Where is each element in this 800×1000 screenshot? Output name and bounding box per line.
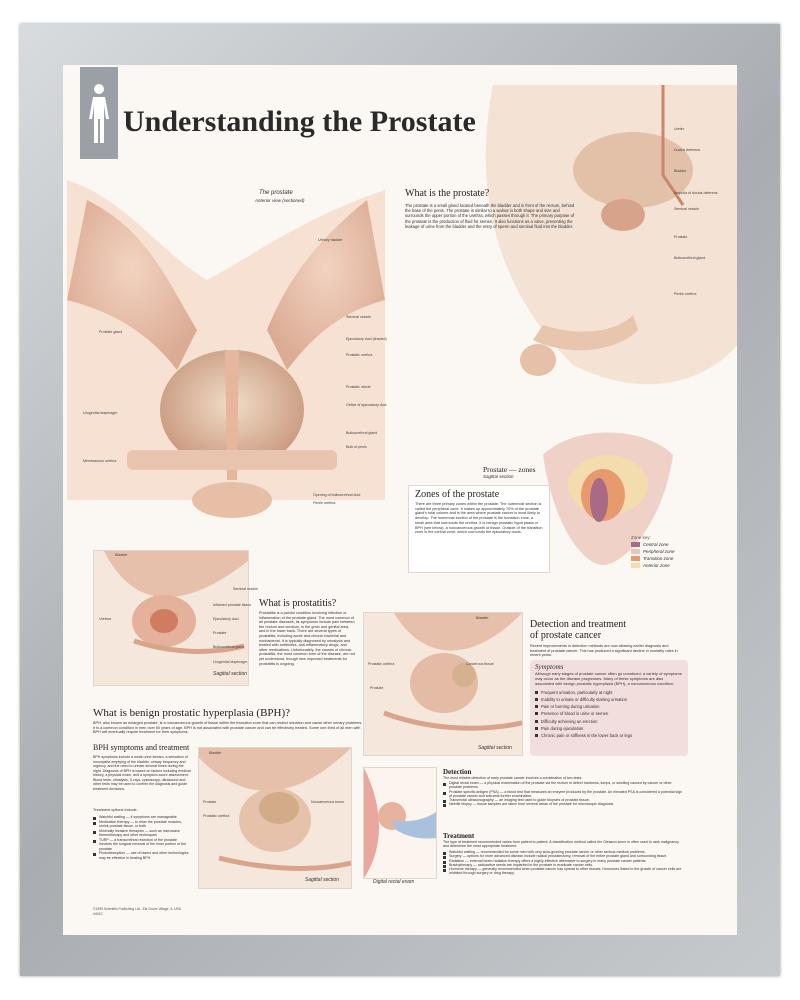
copyright: ©1999 Scientific Publishing Ltd., Elk Grove Village, IL USA	[93, 907, 182, 911]
zone-key-item	[631, 542, 701, 547]
label: Noncancerous tumor	[311, 800, 345, 804]
zones-heading: Zones of the prostate	[415, 489, 500, 500]
prostatitis-caption: Sagittal section	[213, 671, 247, 677]
zone-label: Anterior zone	[643, 563, 670, 568]
zone-label: Transition zone	[643, 556, 674, 561]
detection-intro: The most reliable detection of early prostate cancer involves a combination of two tests:	[443, 776, 583, 780]
list-item: TURP — a transurethral resection of the prostate involves the surgical removal of the inner portion of the prostate	[93, 838, 191, 852]
list-item: Presence of blood in urine or semen	[535, 710, 683, 717]
label: Opening of bulbourethral duct	[313, 493, 361, 497]
label: Membranous urethra	[83, 459, 117, 463]
bph-treat-intro: Treatment options include:	[93, 808, 138, 812]
label: Prostatic urethra	[368, 662, 395, 666]
label: Prostatic urethra	[346, 353, 373, 357]
label: Prostate	[674, 235, 688, 239]
label: Prostate	[203, 800, 217, 804]
label: Ureter	[674, 127, 684, 131]
label: Urethra	[99, 617, 111, 621]
zone-swatch	[631, 549, 640, 554]
main-caption: The prostate	[259, 190, 293, 196]
label: Prostatic utricle	[346, 385, 371, 389]
label: Urogenital diaphragm	[213, 660, 248, 664]
bph-sym-heading: BPH symptoms and treatment	[93, 743, 190, 752]
bph-caption: Sagittal section	[305, 877, 339, 883]
label: Seminal vesicle	[346, 315, 371, 319]
zone-key-title: Zone key:	[631, 535, 651, 540]
symptoms-list	[535, 689, 683, 739]
cancer-illustration-art	[364, 613, 522, 755]
list-item: Chronic pain or stiffness in the lower back or legs	[535, 732, 683, 739]
treatment-list	[443, 850, 685, 876]
list-item: Watchful waiting — recommended for some men with very slow-growing prostate cancer or other serious medical problems.	[443, 850, 685, 854]
cancer-heading-2: of prostate cancer	[530, 630, 602, 641]
zone-label: Peripheral zone	[643, 549, 675, 554]
list-item: Hormone therapy — generally recommended when prostate cancer has spread to other tissues. Hormones linked to the growth of cancer cells are inhibited through surgery or drug therapy.	[443, 867, 685, 876]
prostatitis-text: Prostatitis is a painful condition involving infection or inflammation of the prostate gland. The most common of all prostate diseases, its symptoms include pain between the rectum and scrotum, in the groin and genital area, and in the lower back. There are several types of prostatitis, including acute and chronic bacterial and nonbacterial. It is typically diagnosed by urinalysis and treated with antibiotics, anti-inflammatory drugs, and other medications. Unfortunately, the causes of chronic prostatitis, the most common form of the disease, are not yet understood, though new improved treatments for prostatitis is ongoing.	[259, 611, 355, 666]
poster	[63, 65, 737, 935]
label: Prostate	[213, 631, 227, 635]
label: Ejaculatory duct	[213, 617, 239, 621]
treatment-intro: The type of treatment recommended varies from patient to patient. A classification method called the Gleason score is often used to rank malignancy and determine the most appropriate treatment.	[443, 840, 679, 849]
zones-text: There are three primary zones within the prostate. The outermost section is called the peripheral zone. It makes up approximately 70% of the prostate gland's total volume and is the area where prostate cancer is most likely to develop. The innermost section of the prostate is the transition zone, a small area that surrounds the urethra. It is benign prostatic hyperplasia or BPH (see below), a noncancerous growth of tissue. Outside of the transition zone is the central zone, which surrounds the ejaculatory ducts.	[415, 502, 543, 535]
detection-list	[443, 781, 685, 807]
detection-heading: Detection	[443, 768, 472, 776]
dre-caption: Digital rectal exam	[373, 879, 415, 885]
what-is-heading: What is the prostate?	[405, 188, 490, 199]
human-figure-icon	[80, 67, 118, 159]
zones-subcaption: Sagittal section	[483, 474, 514, 479]
symptoms-intro: Although early stages of prostate cancer often go unnoticed, a variety of symptoms may occur as the disease progresses. Many of these symptoms are also associated with benign prostatic hyperplasia (BPH), a noncancerous condition.	[535, 671, 682, 686]
label: Bladder	[674, 169, 687, 173]
list-item: Difficulty achieving an erection	[535, 718, 683, 725]
list-item: Minimally invasive therapies — such as microwave thermotherapy and other techniques	[93, 829, 191, 838]
what-is-text: The prostate is a small gland located beneath the bladder and in front of the rectum, behind the base of the penis. The prostate is similar to a walnut in both shape and size and surrounds the upper portion of the urethra, which passes through it. The primary purpose of the prostate is the production of fluid for semen. It also functions as a valve, preventing the leakage of urine from the bladder and the entry of sperm and seminal fluid into the bladder.	[405, 203, 575, 229]
label: Ejaculatory duct (shaded)	[346, 337, 387, 341]
label: Seminal vesicle	[674, 207, 699, 211]
symptoms-box	[530, 660, 688, 756]
list-item: Watchful waiting — if symptoms are manageable	[93, 815, 191, 820]
anterior-prostate-illustration	[67, 160, 385, 525]
body-icon-banner	[80, 67, 118, 159]
page-title: Understanding the Prostate	[123, 105, 476, 138]
zones-box	[408, 485, 550, 573]
label: Penile urethra	[313, 501, 336, 505]
label: Bulbourethral gland	[346, 431, 378, 435]
prostatitis-heading: What is prostatitis?	[259, 598, 337, 609]
zone-swatch	[631, 542, 640, 547]
zone-key-item	[631, 563, 701, 568]
list-item: Digital rectal exam — a physical examination of the prostate via the rectum to detect hardness, lumps, or swelling caused by cancer or other prostate problems.	[443, 781, 685, 790]
label: Cancerous tissue	[466, 662, 494, 666]
cancer-illustration	[363, 612, 523, 756]
label: Prostate gland	[99, 330, 123, 334]
label: Urogenital diaphragm	[83, 411, 118, 415]
list-item: Medication therapy — to relax the prostate muscles, shrink prostate tissue, or both	[93, 820, 191, 829]
zones-caption: Prostate — zones	[483, 465, 536, 474]
bph-heading: What is benign prostatic hyperplasia (BPH)?	[93, 707, 291, 719]
label: Bulb of penis	[346, 445, 367, 449]
zone-key-item	[631, 549, 701, 554]
list-item: Transrectal ultrasonography — an imaging test used to guide biopsies of prostate tissue.	[443, 798, 685, 802]
zone-swatch	[631, 556, 640, 561]
label: Urinary bladder	[318, 238, 343, 242]
label: Inflamed prostate tissue	[213, 603, 252, 607]
bph-illustration-art	[199, 748, 351, 888]
bph-treatment-list	[93, 815, 191, 860]
treatment-heading: Treatment	[443, 832, 475, 840]
list-item: Brachytherapy — radioactive seeds are implanted in the prostate to eradicate cancer cells.	[443, 863, 685, 867]
label: Seminal vesicle	[233, 587, 258, 591]
cancer-heading-1: Detection and treatment	[530, 619, 627, 630]
label: Prostatic urethra	[203, 814, 230, 818]
bph-text: BPH, also known as enlarged prostate, is a noncancerous growth of tissue within the transition zone that can restrict urination and cause other urinary problems. It is a common condition in men over 50 years of age. BPH is not associated with prostate cancer and can be effectively treated. Some one-third of all men with BPH will eventually require treatment for their symptoms.	[93, 721, 363, 735]
product-code: 4401C	[93, 912, 103, 916]
list-item: Inability to urinate or difficulty starting urination	[535, 696, 683, 703]
label: Bulbourethral gland	[674, 256, 706, 260]
list-item: Prostate specific antigen (PSA) — a blood test that measures an enzyme produced by the prostate. An elevated PSA is considered a potential sign of prostate cancer and warrants further examination.	[443, 790, 685, 799]
list-item: Radiation — external beam radiation therapy offers a highly effective alternative to surgery in many prostate cancer patients.	[443, 859, 685, 863]
list-item: Needle biopsy — tissue samples are taken from several areas of the prostate for microscopic diagnosis.	[443, 802, 685, 806]
label: Bladder	[209, 751, 222, 755]
zone-key	[631, 535, 701, 568]
list-item: Pain during ejaculation	[535, 725, 683, 732]
symptoms-heading: Symptoms	[535, 663, 564, 671]
label: Ampulla of ductus deferens	[674, 191, 718, 195]
list-item: Photodesruption — use of lasers and other technologies may be effective in treating BPH	[93, 851, 191, 860]
dre-illustration	[363, 767, 437, 879]
main-subcaption: Anterior view (sectioned)	[255, 198, 305, 203]
bph-illustration	[198, 747, 352, 889]
list-item: Surgery — options for more advanced disease include radical prostatectomy, removal of the entire prostate gland and surrounding tissue.	[443, 854, 685, 858]
zone-swatch	[631, 563, 640, 568]
cancer-caption: Sagittal section	[478, 745, 512, 751]
zone-label: Central zone	[643, 542, 669, 547]
cancer-intro: Recent improvements in detection methods are now allowing earlier diagnosis and treatment of prostate cancer. This has produced a significant decline in mortality rates in recent years.	[530, 644, 678, 658]
bph-sym-text: BPH symptoms include a weak urine stream, a sensation of incomplete emptying of the bladder, urinary frequency and urgency, and the need to urinate several times during the night. Diagnosis of BPH is based on factors including medical history, a physical exam, and a symptom-score assessment. Blood tests, urinalysis, X-rays, cystoscopy, ultrasound and other tests may be used to confirm the diagnosis and guide treatment decisions.	[93, 755, 191, 791]
label: Bladder	[476, 616, 489, 620]
main-illustration	[67, 160, 385, 525]
list-item: Pain or burning during urination	[535, 703, 683, 710]
label: Prostate	[370, 686, 384, 690]
label: Bulbourethral gland	[213, 645, 245, 649]
label: Bladder	[115, 553, 128, 557]
label: Orifice of ejaculatory duct	[346, 403, 387, 407]
digital-rectal-exam-illustration	[364, 768, 436, 878]
list-item: Frequent urination, particularly at night	[535, 689, 683, 696]
label: Ductus deferens	[674, 148, 701, 152]
label: Penile urethra	[674, 292, 697, 296]
zone-key-item	[631, 556, 701, 561]
